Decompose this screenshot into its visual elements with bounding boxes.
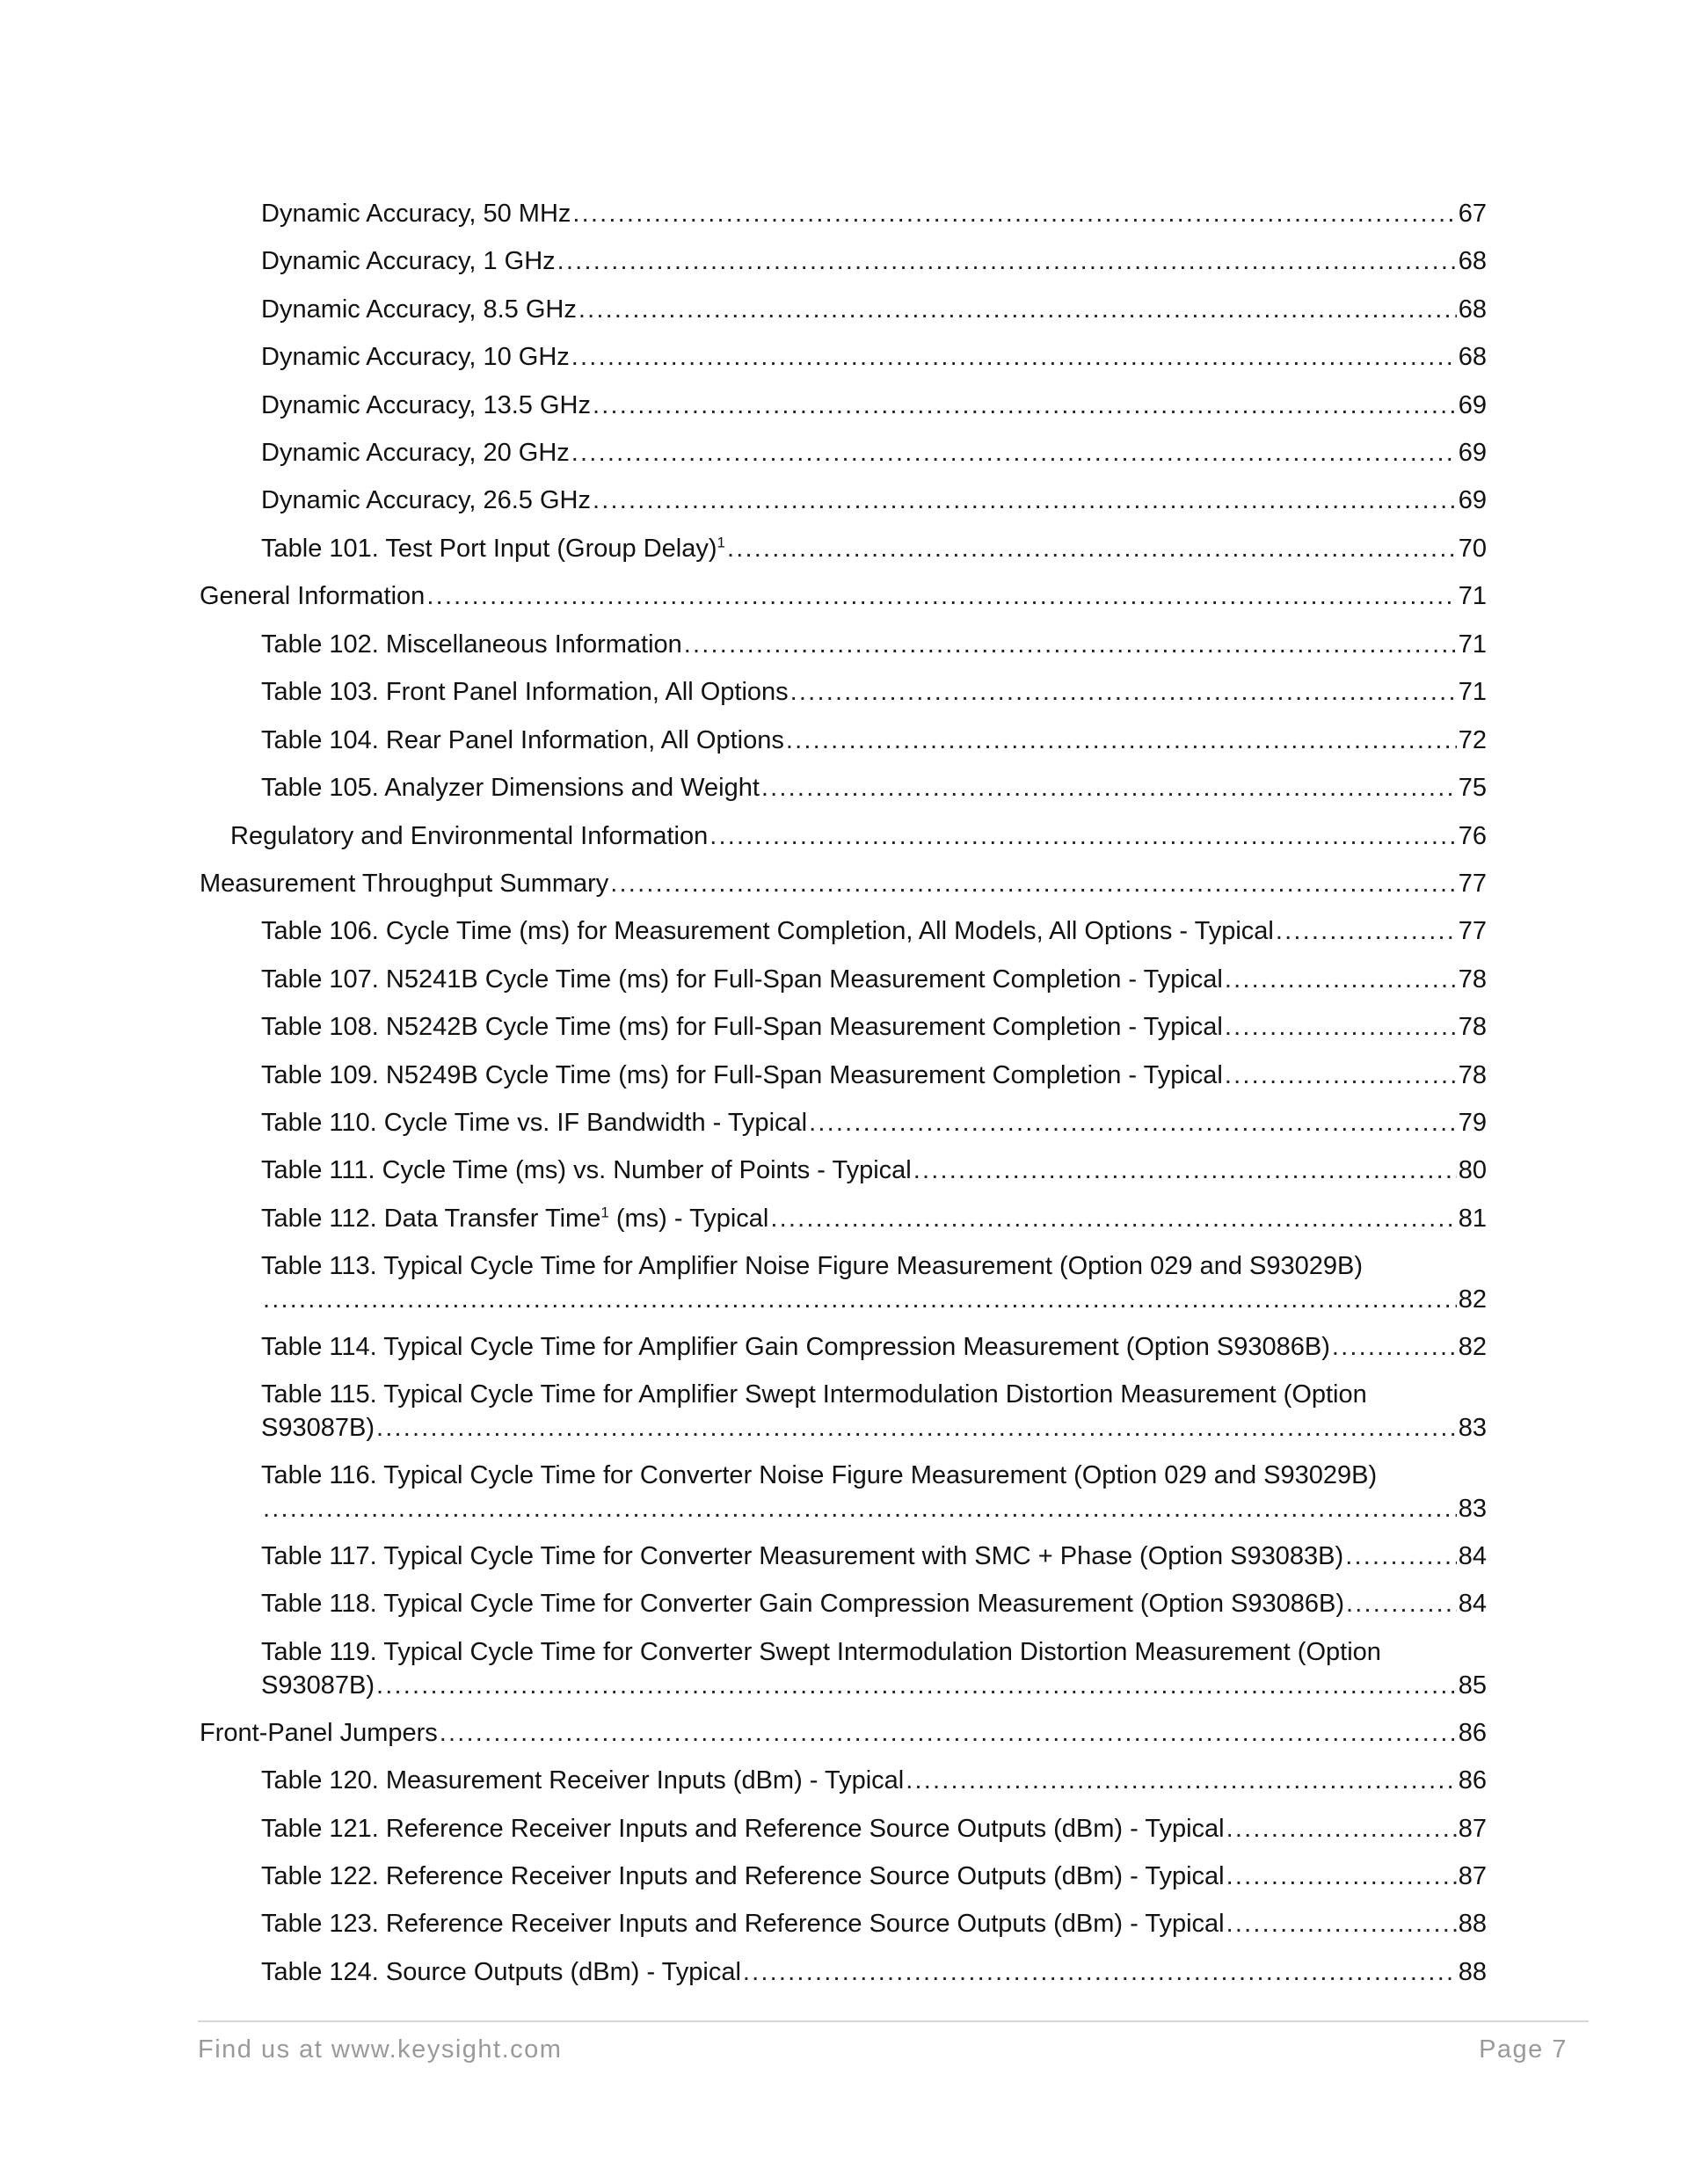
- toc-entry-title: [261, 1059, 1223, 1092]
- footer-divider: [198, 2020, 1589, 2022]
- toc-entry-title-text: Table 121. Reference Receiver Inputs and Reference Source Outputs (dBm) - Typical: [261, 1815, 1225, 1843]
- toc-page-number[interactable]: 71: [1458, 678, 1487, 706]
- dot-leader: [557, 244, 1457, 278]
- dot-leader: [572, 197, 1456, 230]
- dot-leader: [761, 771, 1457, 804]
- toc-page-number[interactable]: 88: [1458, 1958, 1487, 1986]
- toc-page-number[interactable]: 81: [1458, 1205, 1487, 1233]
- toc-entry[interactable]: [261, 1907, 1487, 1940]
- toc-entry-title-text: Table 116. Typical Cycle Time for Converter Noise Figure Measurement (Option 029 and S93029B): [261, 1461, 1378, 1489]
- dot-leader: [376, 1411, 1457, 1445]
- toc-page-number[interactable]: 83: [1458, 1495, 1487, 1523]
- toc-entry[interactable]: [261, 1059, 1487, 1092]
- toc-entry-title-continuation: S93087B): [261, 1414, 375, 1442]
- dot-leader: [1226, 1907, 1457, 1940]
- toc-entry-title-text: Table 110. Cycle Time vs. IF Bandwidth - Typical: [261, 1109, 808, 1137]
- toc-page-number[interactable]: 87: [1458, 1862, 1487, 1890]
- toc-entry[interactable]: [200, 579, 1487, 613]
- dot-leader: [743, 1955, 1457, 1989]
- toc-entry-title: [261, 244, 556, 278]
- toc-entry-title: [261, 197, 571, 230]
- toc-entry-title: [261, 1380, 1367, 1409]
- toc-entry-title-text: Table 103. Front Panel Information, All Options: [261, 678, 789, 706]
- toc-entry-title-text: Table 106. Cycle Time (ms) for Measurement Completion, All Models, All Options - Typical: [261, 917, 1274, 945]
- toc-entry[interactable]: [261, 532, 1487, 565]
- toc-page-number[interactable]: 82: [1458, 1285, 1487, 1314]
- toc-page-number[interactable]: 84: [1458, 1542, 1487, 1570]
- toc-entry-title-text: Dynamic Accuracy, 1 GHz: [261, 247, 556, 275]
- dot-leader: [593, 389, 1457, 422]
- dot-leader: [1345, 1540, 1457, 1573]
- toc-entry-title-text: Table 101. Test Port Input (Group Delay): [261, 535, 717, 563]
- toc-entry-title: [261, 532, 725, 565]
- dot-leader: [786, 724, 1457, 757]
- dot-leader: [1226, 1860, 1457, 1893]
- toc-page-number[interactable]: 68: [1458, 343, 1487, 371]
- toc-entry-title: [261, 1860, 1225, 1893]
- toc-entry-title-text: Table 105. Analyzer Dimensions and Weight: [261, 774, 760, 802]
- dot-leader: [440, 1716, 1457, 1750]
- toc-entry[interactable]: [261, 1860, 1487, 1893]
- toc-entry[interactable]: [261, 1106, 1487, 1139]
- toc-entry[interactable]: [261, 340, 1487, 374]
- toc-entry-title-text: Dynamic Accuracy, 10 GHz: [261, 343, 570, 371]
- toc-entry[interactable]: [261, 675, 1487, 709]
- dot-leader: [1276, 914, 1457, 948]
- toc-page-number[interactable]: 78: [1458, 965, 1487, 994]
- footnote-marker: 1: [600, 1204, 609, 1221]
- toc-page-number[interactable]: 71: [1458, 630, 1487, 659]
- dot-leader: [906, 1764, 1457, 1797]
- toc-page-number[interactable]: 68: [1458, 247, 1487, 275]
- toc-entry[interactable]: [261, 244, 1487, 278]
- toc-entry-title-text: Dynamic Accuracy, 20 GHz: [261, 439, 570, 467]
- toc-entry[interactable]: [261, 484, 1487, 517]
- toc-entry-title: [261, 963, 1223, 996]
- toc-entry-title: [261, 771, 760, 804]
- toc-entry-title: [261, 484, 591, 517]
- toc-entry-title-text: Front-Panel Jumpers: [200, 1719, 438, 1747]
- toc-page-number[interactable]: 83: [1458, 1414, 1487, 1442]
- toc-entry-title: [261, 914, 1274, 948]
- dot-leader: [1225, 1059, 1457, 1092]
- toc-entry-title: [261, 1955, 741, 1989]
- toc-entry-title: [261, 340, 570, 374]
- footer-website-link[interactable]: Find us at www.keysight.com: [198, 2035, 563, 2064]
- toc-entry-title: [261, 1540, 1343, 1573]
- toc-entry-title-text: Dynamic Accuracy, 26.5 GHz: [261, 486, 591, 514]
- dot-leader: [770, 1202, 1456, 1235]
- dot-leader: [1225, 1010, 1457, 1044]
- toc-entry-title: [261, 1154, 912, 1187]
- toc-entry-title: [261, 436, 570, 470]
- toc-entry-title: [261, 1010, 1223, 1044]
- dot-leader: [571, 340, 1457, 374]
- dot-leader: [610, 867, 1456, 900]
- toc-entry[interactable]: [261, 628, 1487, 661]
- toc-entry-title: [261, 1907, 1225, 1940]
- toc-entry-title-text: Table 124. Source Outputs (dBm) - Typical: [261, 1958, 741, 1986]
- toc-entry[interactable]: [261, 1764, 1487, 1797]
- toc-page-number[interactable]: 85: [1458, 1671, 1487, 1700]
- toc-page-number[interactable]: 82: [1458, 1333, 1487, 1361]
- toc-entry-title-text: Table 120. Measurement Receiver Inputs (dBm) - Typical: [261, 1766, 905, 1795]
- toc-page-number[interactable]: 80: [1458, 1156, 1487, 1184]
- toc-entry-title-text: Measurement Throughput Summary: [200, 870, 609, 898]
- toc-entry-title-text: Table 112. Data Transfer Time: [261, 1205, 601, 1233]
- dot-leader: [1226, 1812, 1457, 1845]
- dot-leader: [727, 532, 1457, 565]
- toc-entry-title: [261, 293, 577, 326]
- toc-entry[interactable]: [261, 1154, 1487, 1187]
- toc-page-number[interactable]: 87: [1458, 1815, 1487, 1843]
- toc-entry[interactable]: [200, 1716, 1487, 1750]
- footer-page-number: Page 7: [1479, 2035, 1568, 2064]
- dot-leader: [1346, 1587, 1457, 1620]
- toc-page-number[interactable]: 71: [1458, 582, 1487, 610]
- toc-page-number[interactable]: 69: [1458, 391, 1487, 419]
- toc-entry[interactable]: [230, 819, 1487, 853]
- toc-entry[interactable]: [261, 914, 1487, 948]
- footnote-marker: 1: [717, 534, 725, 551]
- toc-page-number[interactable]: 77: [1458, 917, 1487, 945]
- toc-page-number[interactable]: 86: [1458, 1719, 1487, 1747]
- toc-entry-title-text: Table 118. Typical Cycle Time for Converter Gain Compression Measurement (Option S93086B): [261, 1590, 1344, 1618]
- toc-entry[interactable]: [261, 1249, 1487, 1316]
- dot-leader: [593, 484, 1457, 517]
- toc-entry-title: [230, 819, 708, 853]
- toc-entry-title: [261, 1461, 1377, 1489]
- toc-entry[interactable]: [261, 1378, 1487, 1445]
- toc-page-number[interactable]: 77: [1458, 870, 1487, 898]
- toc-entry[interactable]: [261, 436, 1487, 470]
- toc-page-number[interactable]: 78: [1458, 1013, 1487, 1041]
- toc-page-number[interactable]: 75: [1458, 774, 1487, 802]
- toc-entry-title-text: Table 109. N5249B Cycle Time (ms) for Full-Span Measurement Completion - Typical: [261, 1061, 1223, 1089]
- dot-leader: [709, 819, 1456, 853]
- dot-leader: [809, 1106, 1457, 1139]
- toc-entry-title-text: Table 122. Reference Receiver Inputs and Reference Source Outputs (dBm) - Typical: [261, 1862, 1225, 1890]
- toc-entry-title-continuation: S93087B): [261, 1671, 375, 1700]
- dot-leader: [263, 1283, 1457, 1316]
- toc-entry[interactable]: [261, 1635, 1487, 1702]
- toc-entry-title: [261, 1106, 807, 1139]
- toc-entry[interactable]: [261, 963, 1487, 996]
- toc-entry-title-text: Table 115. Typical Cycle Time for Amplifier Swept Intermodulation Distortion Measurement (Option: [261, 1380, 1367, 1409]
- toc-entry-title-text: Table 104. Rear Panel Information, All Options: [261, 726, 784, 754]
- toc-entry-title: [200, 867, 608, 900]
- toc-page-number[interactable]: 86: [1458, 1766, 1487, 1795]
- toc-entry-title: [261, 1330, 1330, 1364]
- toc-entry[interactable]: [261, 1330, 1487, 1364]
- dot-leader: [263, 1492, 1457, 1525]
- dot-leader: [684, 628, 1457, 661]
- toc-entry[interactable]: [261, 1010, 1487, 1044]
- toc-entry[interactable]: [261, 771, 1487, 804]
- toc-entry-title: [261, 675, 789, 709]
- toc-entry[interactable]: [261, 1587, 1487, 1620]
- toc-entry-title-text: Table 117. Typical Cycle Time for Converter Measurement with SMC + Phase (Option S93083B): [261, 1542, 1344, 1570]
- toc-entry[interactable]: [261, 293, 1487, 326]
- toc-page-number[interactable]: 79: [1458, 1109, 1487, 1137]
- toc-entry-title-suffix: (ms) - Typical: [608, 1205, 769, 1233]
- toc-entry[interactable]: [261, 1540, 1487, 1573]
- toc-page-number[interactable]: 68: [1458, 295, 1487, 324]
- toc-entry-title-text: Dynamic Accuracy, 50 MHz: [261, 200, 571, 228]
- toc-entry[interactable]: [261, 197, 1487, 230]
- toc-page-number[interactable]: 69: [1458, 486, 1487, 514]
- dot-leader: [913, 1154, 1457, 1187]
- toc-entry-title: [261, 1252, 1363, 1280]
- toc-entry-title-text: Dynamic Accuracy, 8.5 GHz: [261, 295, 577, 324]
- toc-entry-title: [261, 1764, 904, 1797]
- toc-entry[interactable]: [261, 1202, 1487, 1235]
- toc-entry-title-text: Regulatory and Environmental Information: [230, 822, 709, 850]
- toc-page-number[interactable]: 88: [1458, 1910, 1487, 1938]
- dot-leader: [1225, 963, 1457, 996]
- toc-entry-title-text: Table 113. Typical Cycle Time for Amplifier Noise Figure Measurement (Option 029 and S93029B): [261, 1252, 1363, 1280]
- toc-entry-title: [261, 724, 784, 757]
- toc-entry[interactable]: [261, 1955, 1487, 1989]
- toc-entry-title: [261, 1638, 1381, 1666]
- toc-page-number[interactable]: 78: [1458, 1061, 1487, 1089]
- toc-entry-title-text: Table 114. Typical Cycle Time for Amplifier Gain Compression Measurement (Option S93086B): [261, 1333, 1330, 1361]
- toc-page-number[interactable]: 84: [1458, 1590, 1487, 1618]
- toc-entry[interactable]: [261, 389, 1487, 422]
- toc-entry-title-text: Table 119. Typical Cycle Time for Converter Swept Intermodulation Distortion Measurement (Option: [261, 1638, 1381, 1666]
- toc-page-number[interactable]: 70: [1458, 535, 1487, 563]
- toc-entry-title-text: Dynamic Accuracy, 13.5 GHz: [261, 391, 591, 419]
- toc-entry-title-text: Table 108. N5242B Cycle Time (ms) for Full-Span Measurement Completion - Typical: [261, 1013, 1223, 1041]
- toc-page-number[interactable]: 72: [1458, 726, 1487, 754]
- toc-entry-title: [261, 1202, 768, 1235]
- toc-entry[interactable]: [261, 1812, 1487, 1845]
- toc-entry-title: [200, 1716, 438, 1750]
- toc-entry-title: [261, 1812, 1225, 1845]
- toc-page-number[interactable]: 69: [1458, 439, 1487, 467]
- dot-leader: [426, 579, 1456, 613]
- dot-leader: [376, 1669, 1457, 1702]
- toc-page-number[interactable]: 76: [1458, 822, 1487, 850]
- dot-leader: [1332, 1330, 1457, 1364]
- toc-entry-title-text: Table 102. Miscellaneous Information: [261, 630, 682, 659]
- toc-entry-title: [261, 1587, 1344, 1620]
- toc-entry-title-text: Table 107. N5241B Cycle Time (ms) for Full-Span Measurement Completion - Typical: [261, 965, 1223, 994]
- dot-leader: [571, 436, 1457, 470]
- toc-entry-title-text: General Information: [200, 582, 426, 610]
- toc-entry-title: [200, 579, 425, 613]
- toc-entry[interactable]: [261, 724, 1487, 757]
- toc-entry-title-text: Table 123. Reference Receiver Inputs and Reference Source Outputs (dBm) - Typical: [261, 1910, 1225, 1938]
- toc-entry-title: [261, 389, 591, 422]
- toc-page-number[interactable]: 67: [1458, 200, 1487, 228]
- toc-entry-title-text: Table 111. Cycle Time (ms) vs. Number of Points - Typical: [261, 1156, 912, 1184]
- toc-entry[interactable]: [200, 867, 1487, 900]
- toc-entry-title: [261, 628, 682, 661]
- dot-leader: [578, 293, 1457, 326]
- toc-entry[interactable]: [261, 1459, 1487, 1525]
- dot-leader: [790, 675, 1457, 709]
